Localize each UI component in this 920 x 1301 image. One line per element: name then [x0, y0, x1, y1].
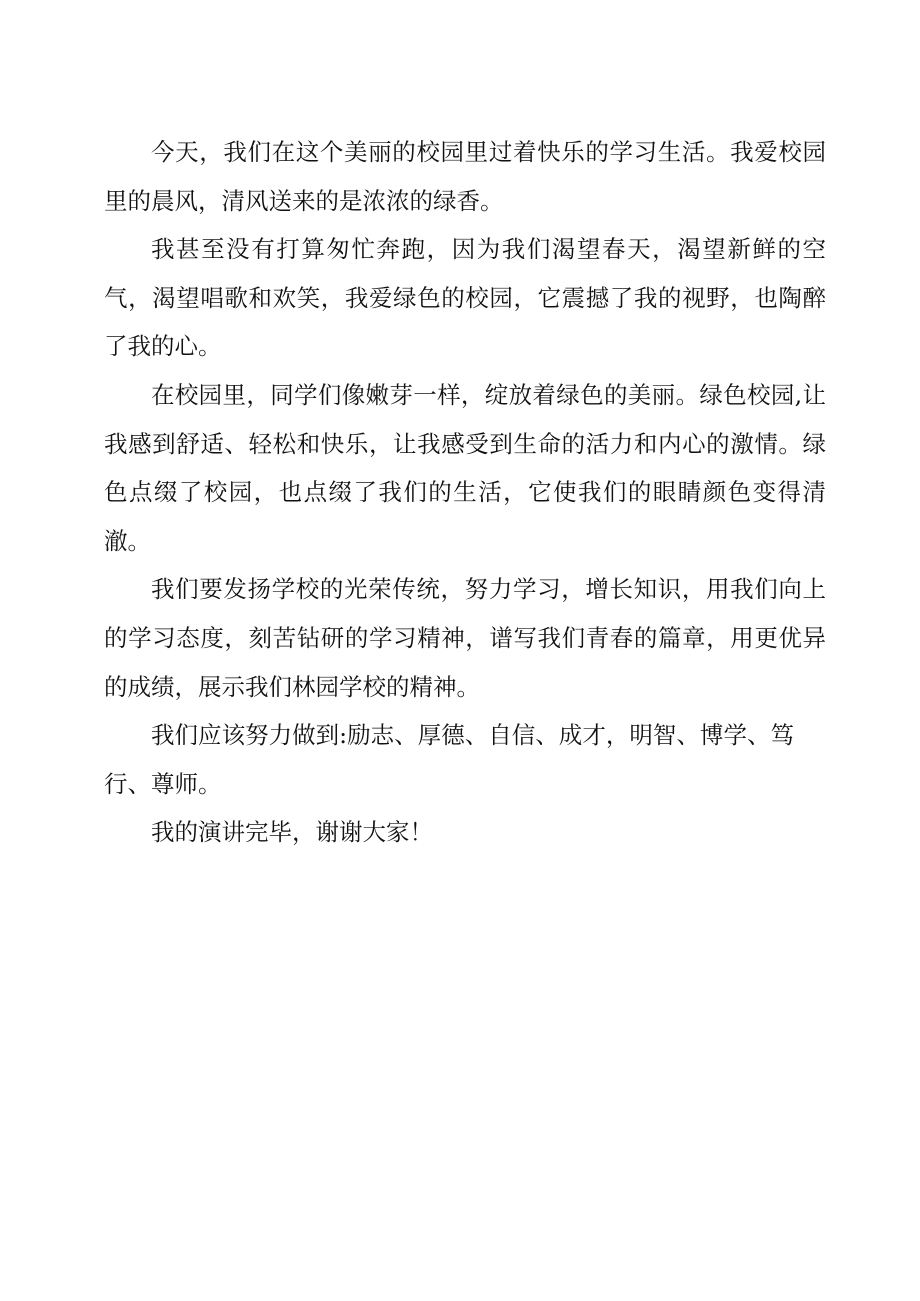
- paragraph-3: 在校园里，同学们像嫩芽一样，绽放着绿色的美丽。绿色校园,让我感到舒适、轻松和快乐，让我感受到生命的活力和内心的激情。绿色点缀了校园，也点缀了我们的生活，它使我们的眼睛颜色变得清澈。: [104, 380, 826, 555]
- document-body: [104, 128, 826, 857]
- paragraph-5: 我们应该努力做到:励志、厚德、自信、成才，明智、博学、笃行、尊师。: [104, 721, 794, 798]
- paragraph-1: 今天，我们在这个美丽的校园里过着快乐的学习生活。我爱校园里的晨风，清风送来的是浓浓的绿香。: [104, 138, 826, 215]
- paragraph-2: 我甚至没有打算匆忙奔跑，因为我们渴望春天，渴望新鲜的空气，渴望唱歌和欢笑，我爱绿色的校园，它震撼了我的视野，也陶醉了我的心。: [104, 235, 826, 361]
- paragraph-4: 我们要发扬学校的光荣传统，努力学习，增长知识，用我们向上的学习态度，刻苦钻研的学习精神，谱写我们青春的篇章，用更优异的成绩，展示我们林园学校的精神。: [104, 575, 826, 701]
- paragraph-6: 我的演讲完毕，谢谢大家！: [151, 818, 433, 847]
